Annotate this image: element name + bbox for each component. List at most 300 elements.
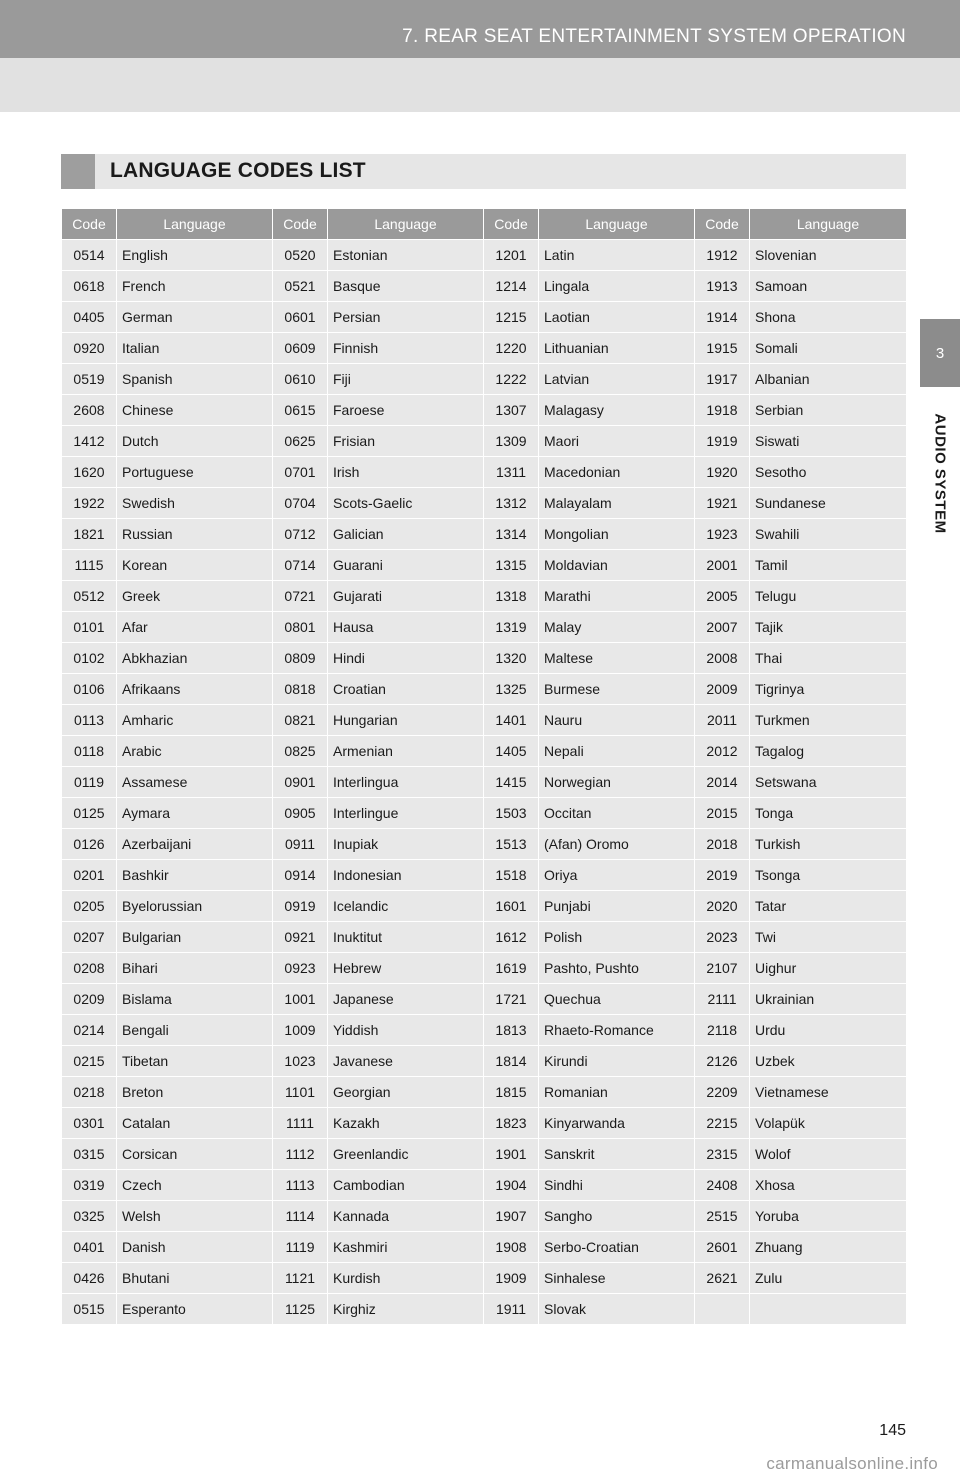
code-cell: 0609	[273, 333, 328, 364]
language-cell: Dutch	[117, 426, 273, 457]
language-cell: Lithuanian	[539, 333, 695, 364]
code-cell: 0704	[273, 488, 328, 519]
code-cell: 0920	[62, 333, 117, 364]
language-cell: Breton	[117, 1077, 273, 1108]
code-cell: 0821	[273, 705, 328, 736]
column-header-code: Code	[62, 209, 117, 240]
table-row	[62, 767, 907, 798]
language-cell: Spanish	[117, 364, 273, 395]
language-cell: Latin	[539, 240, 695, 271]
language-cell: Yoruba	[750, 1201, 907, 1232]
page-number: 145	[879, 1422, 906, 1439]
code-cell: 0205	[62, 891, 117, 922]
language-cell: Laotian	[539, 302, 695, 333]
language-cell: Kannada	[328, 1201, 484, 1232]
code-cell: 2012	[695, 736, 750, 767]
language-cell: Finnish	[328, 333, 484, 364]
code-cell: 1913	[695, 271, 750, 302]
language-cell: Sindhi	[539, 1170, 695, 1201]
language-cell: Kashmiri	[328, 1232, 484, 1263]
table-row	[62, 612, 907, 643]
table-row	[62, 674, 907, 705]
language-cell: Turkmen	[750, 705, 907, 736]
language-cell: Kirghiz	[328, 1294, 484, 1325]
table-row	[62, 953, 907, 984]
code-cell: 0207	[62, 922, 117, 953]
code-cell: 1912	[695, 240, 750, 271]
language-cell: Scots-Gaelic	[328, 488, 484, 519]
table-row	[62, 798, 907, 829]
language-cell: Croatian	[328, 674, 484, 705]
language-cell: Japanese	[328, 984, 484, 1015]
language-cell: Kazakh	[328, 1108, 484, 1139]
language-cell: Serbo-Croatian	[539, 1232, 695, 1263]
language-cell: Sesotho	[750, 457, 907, 488]
code-cell: 0102	[62, 643, 117, 674]
code-cell: 0512	[62, 581, 117, 612]
language-cell: Rhaeto-Romance	[539, 1015, 695, 1046]
table-row	[62, 581, 907, 612]
code-cell: 2118	[695, 1015, 750, 1046]
language-cell: Norwegian	[539, 767, 695, 798]
language-cell: Afar	[117, 612, 273, 643]
language-cell: Setswana	[750, 767, 907, 798]
language-cell: Corsican	[117, 1139, 273, 1170]
column-header-code: Code	[273, 209, 328, 240]
language-cell: Faroese	[328, 395, 484, 426]
language-cell: French	[117, 271, 273, 302]
language-cell: Slovenian	[750, 240, 907, 271]
code-cell: 1821	[62, 519, 117, 550]
language-cell: Nepali	[539, 736, 695, 767]
code-cell: 1312	[484, 488, 539, 519]
code-cell: 0301	[62, 1108, 117, 1139]
language-cell: Moldavian	[539, 550, 695, 581]
language-cell: Slovak	[539, 1294, 695, 1325]
code-cell: 0714	[273, 550, 328, 581]
code-cell: 2007	[695, 612, 750, 643]
language-cell: Pashto, Pushto	[539, 953, 695, 984]
code-cell: 1904	[484, 1170, 539, 1201]
code-cell: 1307	[484, 395, 539, 426]
table-row	[62, 1170, 907, 1201]
language-cell: Tibetan	[117, 1046, 273, 1077]
language-cell: Inupiak	[328, 829, 484, 860]
code-cell: 2018	[695, 829, 750, 860]
language-cell: Albanian	[750, 364, 907, 395]
code-cell: 1320	[484, 643, 539, 674]
table-row	[62, 1201, 907, 1232]
language-cell: Quechua	[539, 984, 695, 1015]
table-row	[62, 426, 907, 457]
language-cell: Indonesian	[328, 860, 484, 891]
language-cell: Cambodian	[328, 1170, 484, 1201]
code-cell: 2107	[695, 953, 750, 984]
code-cell: 1412	[62, 426, 117, 457]
code-cell: 1009	[273, 1015, 328, 1046]
language-codes-table	[61, 208, 907, 1325]
code-cell: 0119	[62, 767, 117, 798]
language-cell: Turkish	[750, 829, 907, 860]
language-cell: Amharic	[117, 705, 273, 736]
language-cell: Irish	[328, 457, 484, 488]
code-cell: 1214	[484, 271, 539, 302]
code-cell: 2015	[695, 798, 750, 829]
code-cell: 0921	[273, 922, 328, 953]
language-cell: Sanskrit	[539, 1139, 695, 1170]
language-cell: English	[117, 240, 273, 271]
code-cell: 1919	[695, 426, 750, 457]
language-cell: Hungarian	[328, 705, 484, 736]
language-cell: Russian	[117, 519, 273, 550]
code-cell: 0905	[273, 798, 328, 829]
code-cell: 1619	[484, 953, 539, 984]
language-cell: Bislama	[117, 984, 273, 1015]
language-cell: Aymara	[117, 798, 273, 829]
header-band	[0, 58, 960, 112]
language-cell: Korean	[117, 550, 273, 581]
language-cell: Occitan	[539, 798, 695, 829]
code-cell: 1121	[273, 1263, 328, 1294]
code-cell: 1920	[695, 457, 750, 488]
code-cell: 0825	[273, 736, 328, 767]
table-row	[62, 457, 907, 488]
language-cell: Serbian	[750, 395, 907, 426]
code-cell: 1115	[62, 550, 117, 581]
code-cell: 0625	[273, 426, 328, 457]
language-cell: Armenian	[328, 736, 484, 767]
language-cell: Kinyarwanda	[539, 1108, 695, 1139]
language-cell: Estonian	[328, 240, 484, 271]
code-cell: 1401	[484, 705, 539, 736]
language-cell: Tamil	[750, 550, 907, 581]
code-cell: 1125	[273, 1294, 328, 1325]
code-cell: 0712	[273, 519, 328, 550]
language-cell: German	[117, 302, 273, 333]
code-cell	[695, 1294, 750, 1325]
code-cell: 1901	[484, 1139, 539, 1170]
language-cell: Arabic	[117, 736, 273, 767]
code-cell: 1907	[484, 1201, 539, 1232]
language-cell: Swahili	[750, 519, 907, 550]
table-row	[62, 550, 907, 581]
language-cell: Malay	[539, 612, 695, 643]
language-cell: Hausa	[328, 612, 484, 643]
chapter-title: 7. REAR SEAT ENTERTAINMENT SYSTEM OPERATION	[402, 26, 906, 47]
language-cell: Hindi	[328, 643, 484, 674]
code-cell: 0901	[273, 767, 328, 798]
code-cell: 0319	[62, 1170, 117, 1201]
language-cell: Latvian	[539, 364, 695, 395]
code-cell: 1315	[484, 550, 539, 581]
language-cell: Georgian	[328, 1077, 484, 1108]
code-cell: 2019	[695, 860, 750, 891]
table-row	[62, 1232, 907, 1263]
language-cell: Siswati	[750, 426, 907, 457]
code-cell: 0818	[273, 674, 328, 705]
language-cell: Czech	[117, 1170, 273, 1201]
code-cell: 1114	[273, 1201, 328, 1232]
language-cell: Malayalam	[539, 488, 695, 519]
language-cell: Romanian	[539, 1077, 695, 1108]
language-cell: Frisian	[328, 426, 484, 457]
section-heading-text: LANGUAGE CODES LIST	[110, 159, 366, 182]
code-cell: 1909	[484, 1263, 539, 1294]
code-cell: 0919	[273, 891, 328, 922]
code-cell: 1914	[695, 302, 750, 333]
table-row	[62, 1077, 907, 1108]
language-cell: Welsh	[117, 1201, 273, 1232]
code-cell: 0315	[62, 1139, 117, 1170]
language-cell: Uzbek	[750, 1046, 907, 1077]
table-row	[62, 922, 907, 953]
language-cell: Bashkir	[117, 860, 273, 891]
language-cell: Polish	[539, 922, 695, 953]
code-cell: 1503	[484, 798, 539, 829]
code-cell: 2011	[695, 705, 750, 736]
code-cell: 0209	[62, 984, 117, 1015]
table-row	[62, 705, 907, 736]
language-cell: Oriya	[539, 860, 695, 891]
language-cell: Javanese	[328, 1046, 484, 1077]
code-cell: 1415	[484, 767, 539, 798]
code-cell: 1119	[273, 1232, 328, 1263]
language-cell: Kirundi	[539, 1046, 695, 1077]
language-cell: Ukrainian	[750, 984, 907, 1015]
code-cell: 1314	[484, 519, 539, 550]
language-cell: Shona	[750, 302, 907, 333]
code-cell: 0610	[273, 364, 328, 395]
code-cell: 1113	[273, 1170, 328, 1201]
language-cell: Inuktitut	[328, 922, 484, 953]
code-cell: 1923	[695, 519, 750, 550]
language-cell: Maori	[539, 426, 695, 457]
language-cell: Maltese	[539, 643, 695, 674]
column-header-language: Language	[117, 209, 273, 240]
chapter-tab-label	[920, 387, 960, 559]
code-cell: 1823	[484, 1108, 539, 1139]
language-cell: Sinhalese	[539, 1263, 695, 1294]
code-cell: 2209	[695, 1077, 750, 1108]
code-cell: 1918	[695, 395, 750, 426]
table-row	[62, 519, 907, 550]
code-cell: 2608	[62, 395, 117, 426]
language-cell: Catalan	[117, 1108, 273, 1139]
table-row	[62, 829, 907, 860]
code-cell: 0615	[273, 395, 328, 426]
table-row	[62, 240, 907, 271]
table-body	[62, 240, 907, 1325]
code-cell: 0401	[62, 1232, 117, 1263]
watermark: carmanualsonline.info	[766, 1454, 938, 1473]
code-cell: 1620	[62, 457, 117, 488]
code-cell: 1721	[484, 984, 539, 1015]
language-cell: Icelandic	[328, 891, 484, 922]
code-cell: 0405	[62, 302, 117, 333]
code-cell: 0106	[62, 674, 117, 705]
language-cell: Sundanese	[750, 488, 907, 519]
language-cell: Tigrinya	[750, 674, 907, 705]
language-cell: Bulgarian	[117, 922, 273, 953]
code-cell: 0514	[62, 240, 117, 271]
table-row	[62, 984, 907, 1015]
code-cell: 0208	[62, 953, 117, 984]
code-cell: 2515	[695, 1201, 750, 1232]
code-cell: 0521	[273, 271, 328, 302]
language-cell: Greenlandic	[328, 1139, 484, 1170]
chapter-tab-label-text: AUDIO SYSTEM	[931, 412, 949, 534]
code-cell: 0101	[62, 612, 117, 643]
code-cell: 1311	[484, 457, 539, 488]
code-cell: 2020	[695, 891, 750, 922]
table-row	[62, 736, 907, 767]
language-cell: Burmese	[539, 674, 695, 705]
code-cell: 1319	[484, 612, 539, 643]
table-row	[62, 891, 907, 922]
code-cell: 2001	[695, 550, 750, 581]
language-cell: Vietnamese	[750, 1077, 907, 1108]
code-cell: 1215	[484, 302, 539, 333]
language-cell: Tonga	[750, 798, 907, 829]
language-cell: Tajik	[750, 612, 907, 643]
code-cell: 1111	[273, 1108, 328, 1139]
code-cell: 0911	[273, 829, 328, 860]
section-heading	[61, 154, 906, 189]
code-cell: 2601	[695, 1232, 750, 1263]
code-cell: 1001	[273, 984, 328, 1015]
code-cell: 0201	[62, 860, 117, 891]
code-cell: 2215	[695, 1108, 750, 1139]
code-cell: 1908	[484, 1232, 539, 1263]
code-cell: 0721	[273, 581, 328, 612]
language-cell: Somali	[750, 333, 907, 364]
language-cell: Zulu	[750, 1263, 907, 1294]
language-cell: Lingala	[539, 271, 695, 302]
language-cell: Interlingua	[328, 767, 484, 798]
code-cell: 1201	[484, 240, 539, 271]
language-cell: Nauru	[539, 705, 695, 736]
code-cell: 1325	[484, 674, 539, 705]
code-cell: 0214	[62, 1015, 117, 1046]
table-row	[62, 395, 907, 426]
language-cell: Punjabi	[539, 891, 695, 922]
code-cell: 1612	[484, 922, 539, 953]
language-cell: Tatar	[750, 891, 907, 922]
column-header-code: Code	[484, 209, 539, 240]
language-cell: Tsonga	[750, 860, 907, 891]
code-cell: 1405	[484, 736, 539, 767]
table-row	[62, 302, 907, 333]
code-cell: 0601	[273, 302, 328, 333]
code-cell: 0801	[273, 612, 328, 643]
code-cell: 0914	[273, 860, 328, 891]
code-cell: 2315	[695, 1139, 750, 1170]
language-cell: Zhuang	[750, 1232, 907, 1263]
column-header-language: Language	[750, 209, 907, 240]
language-cell: Byelorussian	[117, 891, 273, 922]
section-heading-marker	[61, 154, 95, 189]
language-cell: Volapük	[750, 1108, 907, 1139]
code-cell: 0520	[273, 240, 328, 271]
language-cell: Bhutani	[117, 1263, 273, 1294]
column-header-language: Language	[328, 209, 484, 240]
table-row	[62, 643, 907, 674]
code-cell: 0125	[62, 798, 117, 829]
code-cell: 0809	[273, 643, 328, 674]
language-cell: Swedish	[117, 488, 273, 519]
language-cell: Yiddish	[328, 1015, 484, 1046]
language-cell: Afrikaans	[117, 674, 273, 705]
code-cell: 0515	[62, 1294, 117, 1325]
code-cell: 2126	[695, 1046, 750, 1077]
table-row	[62, 1015, 907, 1046]
table-row	[62, 1046, 907, 1077]
language-cell: Mongolian	[539, 519, 695, 550]
table-row	[62, 364, 907, 395]
header-bar	[0, 0, 960, 58]
language-cell: Italian	[117, 333, 273, 364]
language-cell	[750, 1294, 907, 1325]
language-cell: Galician	[328, 519, 484, 550]
language-cell: Persian	[328, 302, 484, 333]
language-cell: Guarani	[328, 550, 484, 581]
language-cell: Sangho	[539, 1201, 695, 1232]
code-cell: 1318	[484, 581, 539, 612]
chapter-tab-number[interactable]: 3	[920, 319, 960, 387]
code-cell: 0426	[62, 1263, 117, 1294]
code-cell: 0325	[62, 1201, 117, 1232]
code-cell: 2014	[695, 767, 750, 798]
code-cell: 1023	[273, 1046, 328, 1077]
language-cell: Tagalog	[750, 736, 907, 767]
language-cell: Abkhazian	[117, 643, 273, 674]
code-cell: 1915	[695, 333, 750, 364]
language-cell: Marathi	[539, 581, 695, 612]
language-cell: Samoan	[750, 271, 907, 302]
language-cell: Bengali	[117, 1015, 273, 1046]
code-cell: 1220	[484, 333, 539, 364]
code-cell: 0215	[62, 1046, 117, 1077]
code-cell: 0618	[62, 271, 117, 302]
language-cell: Thai	[750, 643, 907, 674]
code-cell: 0113	[62, 705, 117, 736]
code-cell: 0218	[62, 1077, 117, 1108]
language-cell: Telugu	[750, 581, 907, 612]
code-cell: 1911	[484, 1294, 539, 1325]
language-cell: Bihari	[117, 953, 273, 984]
code-cell: 1513	[484, 829, 539, 860]
code-cell: 1518	[484, 860, 539, 891]
code-cell: 0126	[62, 829, 117, 860]
code-cell: 1917	[695, 364, 750, 395]
code-cell: 1814	[484, 1046, 539, 1077]
language-cell: Portuguese	[117, 457, 273, 488]
language-cell: Urdu	[750, 1015, 907, 1046]
code-cell: 2009	[695, 674, 750, 705]
language-cell: (Afan) Oromo	[539, 829, 695, 860]
code-cell: 1222	[484, 364, 539, 395]
language-cell: Uighur	[750, 953, 907, 984]
code-cell: 1921	[695, 488, 750, 519]
language-cell: Fiji	[328, 364, 484, 395]
code-cell: 2023	[695, 922, 750, 953]
code-cell: 1922	[62, 488, 117, 519]
table-row	[62, 1263, 907, 1294]
language-cell: Twi	[750, 922, 907, 953]
code-cell: 2621	[695, 1263, 750, 1294]
table-row	[62, 860, 907, 891]
code-cell: 0519	[62, 364, 117, 395]
